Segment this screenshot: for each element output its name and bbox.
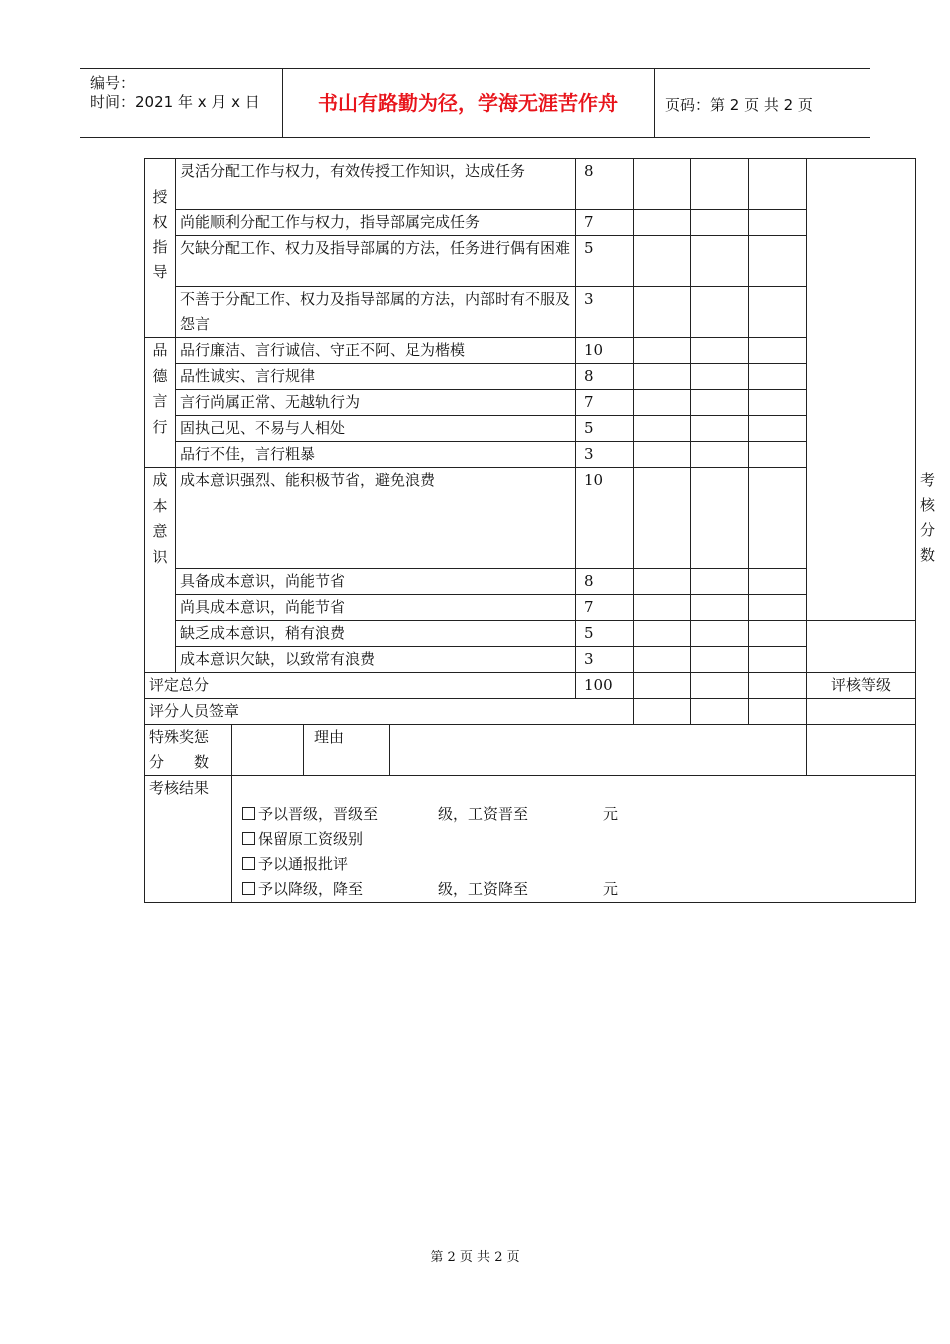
criterion-score: 5 <box>576 621 634 647</box>
score-cell[interactable] <box>749 647 807 673</box>
signature-cell[interactable] <box>691 699 749 725</box>
criterion-score: 10 <box>576 338 634 364</box>
checkbox-icon[interactable] <box>242 857 255 870</box>
score-cell[interactable] <box>691 287 749 338</box>
score-cell[interactable] <box>634 210 691 236</box>
score-cell[interactable] <box>634 390 691 416</box>
score-cell[interactable] <box>749 595 807 621</box>
score-cell[interactable] <box>691 647 749 673</box>
remarks-cell[interactable] <box>807 159 916 621</box>
score-cell[interactable] <box>691 210 749 236</box>
score-cell[interactable] <box>634 364 691 390</box>
criterion-score: 7 <box>576 210 634 236</box>
criterion-desc: 成本意识强烈、能积极节省，避免浪费 <box>176 468 576 569</box>
doc-code-label: 编号： <box>90 74 136 92</box>
evaluation-table: 授权指导 灵活分配工作与权力，有效传授工作知识，达成任务 8 尚能顺利分配工作与权力，指导部属完成任务 7 欠缺分配工作、权力及指导部属的方法，任务进行偶有困难 5 不善于分配工作、权力及指导部属的方法，内部时有不服及怨言 3 品德言行 品行廉洁、言行诚信、守正不阿、足为楷模 10 品性诚实、言行规律 8 言行尚属正常、无越轨行为 7 固执己见、不易与人相处 5 品行不佳，言行粗暴 3 成本意识 成本意识强烈、能积极节省，避免浪费 10 考核分数 具备成本意识，尚能节省 8 尚具成本意识，尚能节省 7 缺乏成本意识，稍有浪费 5 成本意识欠缺，以致常有浪费 3 评定总分 100 评核等级 评分人员签章 特殊奖惩分 数 理由 考核结果 予以晋级，晋级至 级，工资晋至 元 保留原工资级别 予以通报批评 予以降级，降至 级，工资降至 元 <box>144 158 916 903</box>
result-label: 考核结果 <box>145 776 232 903</box>
checkbox-icon[interactable] <box>242 807 255 820</box>
header-motto-cell <box>282 69 655 137</box>
grade-label: 评核等级 <box>807 673 916 699</box>
result-options <box>232 776 916 903</box>
page-header <box>80 68 870 138</box>
score-cell[interactable] <box>749 442 807 468</box>
score-cell[interactable] <box>691 364 749 390</box>
score-cell[interactable] <box>691 416 749 442</box>
criterion-desc: 灵活分配工作与权力，有效传授工作知识，达成任务 <box>176 159 576 210</box>
score-cell[interactable] <box>691 390 749 416</box>
total-score-value: 100 <box>576 673 634 699</box>
result-option[interactable]: 保留原工资级别 <box>242 827 911 852</box>
score-cell[interactable] <box>634 647 691 673</box>
score-cell[interactable] <box>749 468 807 569</box>
score-cell[interactable] <box>634 442 691 468</box>
grade-cell[interactable] <box>807 699 916 725</box>
score-cell[interactable] <box>749 236 807 287</box>
criterion-score: 5 <box>576 236 634 287</box>
signature-cell[interactable] <box>634 699 691 725</box>
criterion-score: 7 <box>576 595 634 621</box>
criterion-desc: 不善于分配工作、权力及指导部属的方法，内部时有不服及怨言 <box>176 287 576 338</box>
score-cell[interactable] <box>749 621 807 647</box>
criterion-desc: 固执己见、不易与人相处 <box>176 416 576 442</box>
score-cell[interactable] <box>749 390 807 416</box>
score-cell[interactable] <box>634 159 691 210</box>
score-cell[interactable] <box>691 621 749 647</box>
score-cell[interactable] <box>634 569 691 595</box>
score-cell[interactable] <box>634 673 691 699</box>
special-extra-cell[interactable] <box>807 725 916 776</box>
page-footer: 第 2 页 共 2 页 <box>430 1250 520 1265</box>
criterion-desc: 尚能顺利分配工作与权力，指导部属完成任务 <box>176 210 576 236</box>
header-page-cell <box>655 69 870 137</box>
category-cost-awareness: 成本意识 <box>145 468 176 673</box>
doc-time-label: 时间：2021 年 x 月 x 日 <box>90 93 260 111</box>
total-score-label: 评定总分 <box>145 673 576 699</box>
score-cell[interactable] <box>691 569 749 595</box>
special-reward-label: 特殊奖惩分 数 <box>145 725 232 776</box>
criterion-desc: 成本意识欠缺，以致常有浪费 <box>176 647 576 673</box>
criterion-desc: 品性诚实、言行规律 <box>176 364 576 390</box>
score-cell[interactable] <box>749 569 807 595</box>
score-cell[interactable] <box>691 236 749 287</box>
criterion-desc: 品行不佳，言行粗暴 <box>176 442 576 468</box>
criterion-desc: 具备成本意识，尚能节省 <box>176 569 576 595</box>
score-cell[interactable] <box>634 287 691 338</box>
score-cell[interactable] <box>691 468 749 569</box>
header-motto: 书山有路勤为径，学海无涯苦作舟 <box>318 91 618 115</box>
criterion-score: 8 <box>576 159 634 210</box>
score-cell[interactable] <box>634 621 691 647</box>
header-meta <box>80 69 283 137</box>
result-option[interactable]: 予以降级，降至 级，工资降至 元 <box>242 877 911 902</box>
score-cell[interactable] <box>749 338 807 364</box>
criterion-desc: 品行廉洁、言行诚信、守正不阿、足为楷模 <box>176 338 576 364</box>
score-cell[interactable] <box>749 210 807 236</box>
score-cell[interactable] <box>749 159 807 210</box>
category-delegation: 授权指导 <box>145 159 176 338</box>
criterion-score: 8 <box>576 569 634 595</box>
criterion-score: 7 <box>576 390 634 416</box>
score-cell[interactable] <box>749 287 807 338</box>
score-cell[interactable] <box>691 159 749 210</box>
reason-cell[interactable] <box>390 725 807 776</box>
special-reward-value-cell[interactable] <box>232 725 304 776</box>
criterion-score: 10 <box>576 468 634 569</box>
reason-label: 理由 <box>304 725 390 776</box>
score-cell[interactable] <box>691 595 749 621</box>
criterion-score: 3 <box>576 287 634 338</box>
criterion-desc: 尚具成本意识，尚能节省 <box>176 595 576 621</box>
score-cell[interactable] <box>634 338 691 364</box>
score-cell[interactable] <box>749 673 807 699</box>
criterion-desc: 缺乏成本意识，稍有浪费 <box>176 621 576 647</box>
checkbox-icon[interactable] <box>242 882 255 895</box>
signature-label: 评分人员签章 <box>145 699 634 725</box>
category-conduct: 品德言行 <box>145 338 176 468</box>
score-cell[interactable] <box>691 442 749 468</box>
criterion-desc: 言行尚属正常、无越轨行为 <box>176 390 576 416</box>
checkbox-icon[interactable] <box>242 832 255 845</box>
criterion-score: 3 <box>576 647 634 673</box>
score-cell[interactable] <box>749 416 807 442</box>
score-cell[interactable] <box>634 468 691 569</box>
criterion-score: 3 <box>576 442 634 468</box>
result-option[interactable]: 予以通报批评 <box>242 852 911 877</box>
criterion-score: 8 <box>576 364 634 390</box>
score-cell[interactable] <box>634 236 691 287</box>
header-page-number: 页码：第 2 页 共 2 页 <box>665 96 813 114</box>
criterion-score: 5 <box>576 416 634 442</box>
signature-cell[interactable] <box>749 699 807 725</box>
score-cell[interactable] <box>691 673 749 699</box>
score-cell[interactable] <box>691 338 749 364</box>
result-option[interactable]: 予以晋级，晋级至 级，工资晋至 元 <box>242 802 911 827</box>
score-cell[interactable] <box>634 595 691 621</box>
criterion-desc: 欠缺分配工作、权力及指导部属的方法，任务进行偶有困难 <box>176 236 576 287</box>
score-cell[interactable] <box>634 416 691 442</box>
score-cell[interactable] <box>749 364 807 390</box>
